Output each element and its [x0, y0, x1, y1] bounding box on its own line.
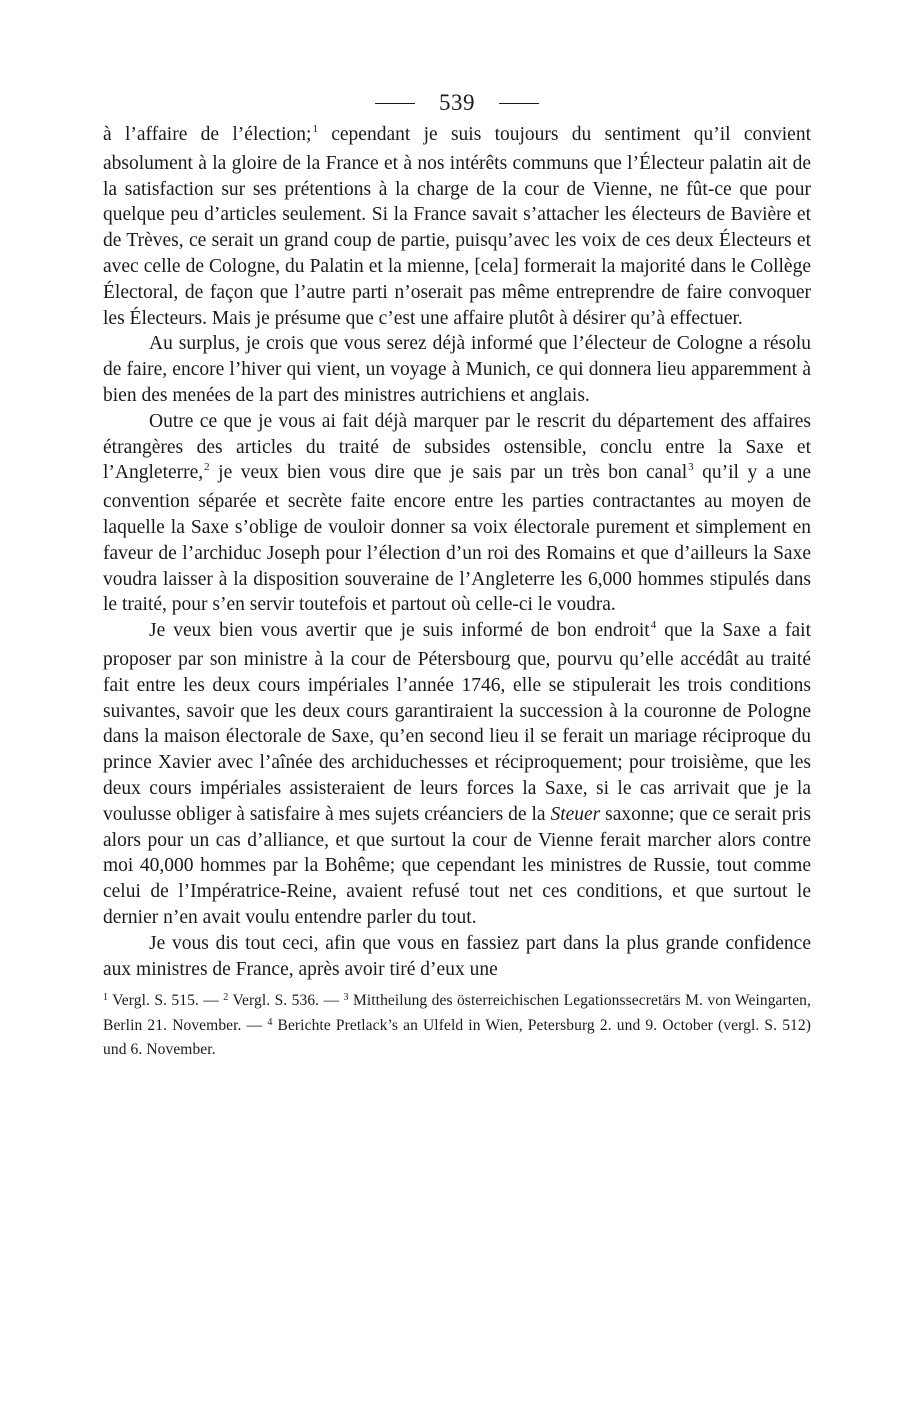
- paragraph-1: [103, 122, 811, 331]
- header-rule-right: [499, 103, 539, 104]
- page-number: 539: [439, 90, 475, 115]
- paragraph-2: [103, 331, 811, 408]
- paragraph-2-text: Au surplus, je crois que vous serez déjà informé que l’électeur de Cologne a résolu de faire, encore l’hiver qui vient, un voyage à Munich, ce qui donnera lieu apparemment à bien des menées de la part des ministres autrichiens et anglais.: [103, 333, 811, 406]
- footnote-text-3: Mittheilung des österreichischen Legationssecretärs M. von Weingarten, Berlin 21. November. —: [103, 992, 812, 1034]
- footnote-text-2: Vergl. S. 536. —: [228, 992, 344, 1010]
- document-page: [103, 88, 811, 1062]
- paragraph-4-text-c: saxonne; que ce serait pris alors pour un cas d’alliance, et que surtout la cour de Vienne ferait marcher alors contre moi 40,000 hommes par la Bohême; que cependant les ministres de Russie, tout comme celui de l’Impératrice-Reine, avaient refusé tout net ces conditions, et que surtout le dernier n’en avait voulu entendre parler du tout.: [103, 803, 811, 928]
- footnote-ref-2: 2: [204, 461, 210, 474]
- body-text: [103, 122, 811, 982]
- footnote-ref-3: 3: [688, 461, 694, 474]
- paragraph-4: [103, 618, 811, 931]
- footnote-ref-1: 1: [312, 123, 318, 135]
- footnote-number-2: 2: [223, 992, 229, 1004]
- footnote-text-1: Vergl. S. 515. —: [108, 992, 224, 1010]
- page-header: [103, 88, 811, 118]
- paragraph-4-text-a: Je veux bien vous avertir que je suis informé de bon endroit: [149, 620, 650, 642]
- paragraph-4-text-b: que la Saxe a fait proposer par son ministre à la cour de Pétersbourg que, pourvu qu’elle accédât au traité fait entre les deux cours impériales l’année 1746, elle se stipulerait les trois conditions suivantes, savoir que les deux cours garantiraient la succession à la couronne de Pologne dans la maison électorale de Saxe, qu’en second lieu il se ferait un mariage réciproque du prince Xavier avec l’aînée des archiduchesses et réciproquement; pour troisième, que les deux cours impériales assisteraient de leurs forces la Saxe, si le cas arrivait que je la voulusse obliger à satisfaire à mes sujets créanciers de la: [103, 620, 811, 825]
- paragraph-5-text: Je vous dis tout ceci, afin que vous en fassiez part dans la plus grande confidence aux ministres de France, après avoir tiré d’eux une: [103, 932, 811, 980]
- footnotes: [103, 990, 811, 1062]
- footnote-number-3: 3: [343, 992, 349, 1004]
- paragraph-1-text-a: à l’affaire de l’élection;: [103, 124, 312, 145]
- footnote-number-1: 1: [103, 992, 109, 1004]
- paragraph-3-text-c: qu’il y a une convention séparée et secrète faite encore entre les parties contractantes au moyen de laquelle la Saxe s’oblige de vouloir donner sa voix électorale purement et simplement en faveur de l’archiduc Joseph pour l’élection d’un roi des Romains et que d’ailleurs la Saxe voudra laisser à la disposition souveraine de l’Angleterre les 6,000 hommes stipulés dans le traité, pour s’en servir toutefois et partout où celle-ci le voudra.: [103, 462, 812, 616]
- footnote-text-4: Berichte Pretlack’s an Ulfeld in Wien, Petersburg 2. und 9. October (vergl. S. 512) und 6. November.: [103, 1016, 812, 1059]
- paragraph-1-text-b: cependant je suis toujours du sentiment qu’il convient absolument à la gloire de la France et à nos intérêts communs que l’Électeur palatin ait de la satisfaction sur ses prétentions à la charge de la cour de Vienne, ne fût-ce que pour quelque peu d’articles seulement. Si la France savait s’attacher les électeurs de Bavière et de Trèves, ce serait un grand coup de partie, puisqu’avec les voix de ces deux Électeurs et avec celle de Cologne, du Palatin et la mienne, [cela] formerait la majorité dans le Collège Électoral, de façon que l’autre parti n’oserait pas même entreprendre de faire convoquer les Électeurs. Mais je présume que c’est une affaire plutôt à désirer qu’à effectuer.: [103, 124, 812, 329]
- footnote-number-4: 4: [267, 1016, 273, 1028]
- footnote-ref-4: 4: [650, 619, 657, 632]
- paragraph-5: [103, 931, 811, 983]
- paragraph-3-text-b: je veux bien vous dire que je sais par un très bon canal: [209, 462, 688, 484]
- paragraph-4-italic-term: Steuer: [550, 803, 601, 825]
- paragraph-3: [103, 409, 811, 618]
- header-rule-left: [375, 103, 415, 104]
- paragraph-3-text-a: Outre ce que je vous ai fait déjà marquer par le rescrit du département des affaires étrangères des articles du traité de subsides ostensible, conclu entre la Saxe et l’Angleterre,: [103, 410, 811, 484]
